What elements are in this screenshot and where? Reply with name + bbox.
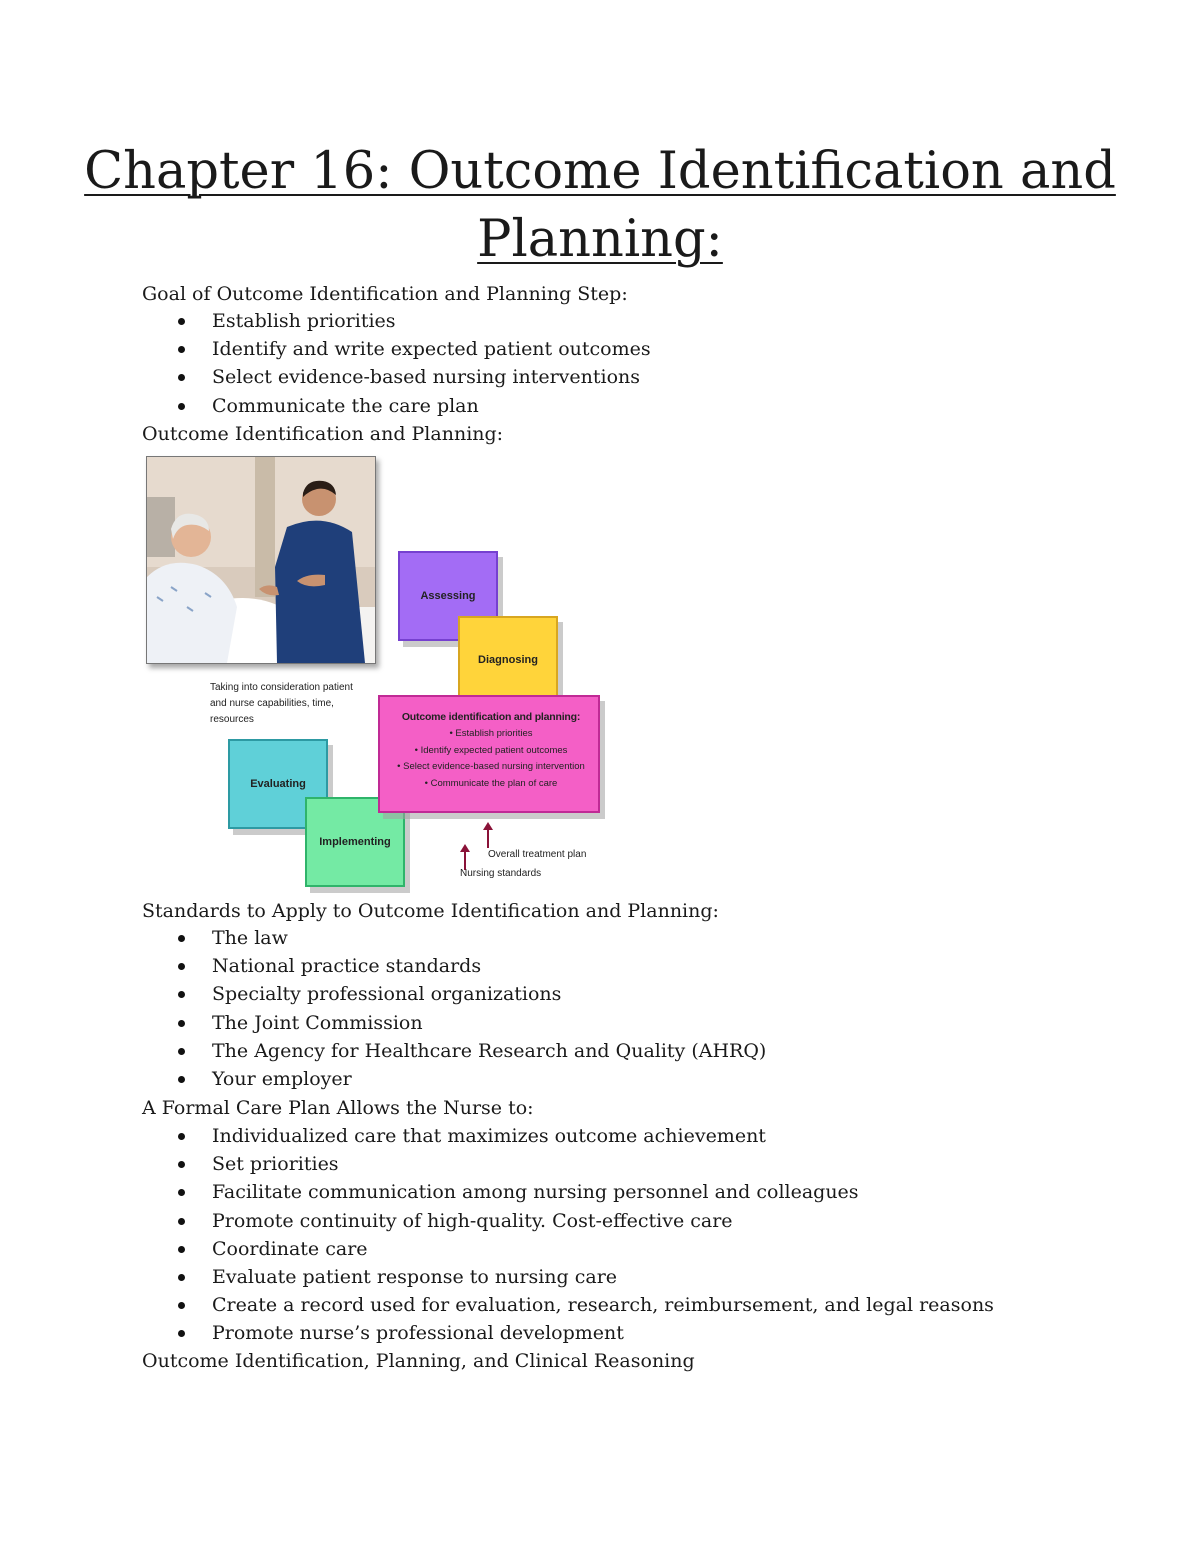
outcome-box-item: • Identify expected patient outcomes	[414, 744, 568, 756]
goal-heading: Goal of Outcome Identification and Planning Step:	[142, 283, 628, 305]
nurse-patient-photo	[146, 456, 376, 664]
list-item: Select evidence-based nursing interventions	[142, 363, 651, 391]
list-item: The law	[142, 924, 766, 952]
list-item: Individualized care that maximizes outcome achievement	[142, 1122, 994, 1150]
list-item: National practice standards	[142, 952, 766, 980]
list-item: Your employer	[142, 1065, 766, 1093]
closing-heading: Outcome Identification, Planning, and Clinical Reasoning	[142, 1350, 695, 1372]
list-item: Set priorities	[142, 1150, 994, 1178]
outcome-planning-box	[378, 695, 600, 813]
list-item: Promote continuity of high-quality. Cost-effective care	[142, 1207, 994, 1235]
diagnosing-box	[458, 616, 558, 704]
title-line-1: Chapter 16: Outcome Identification and	[84, 142, 1116, 201]
arrow-up-icon	[483, 822, 493, 848]
outcome-box-item: • Communicate the plan of care	[424, 777, 558, 789]
nursing-standards-caption: Nursing standards	[460, 868, 542, 879]
nursing-process-figure	[140, 450, 620, 895]
evaluating-label: Evaluating	[250, 778, 306, 790]
list-item: Evaluate patient response to nursing care	[142, 1263, 994, 1291]
list-item: Create a record used for evaluation, research, reimbursement, and legal reasons	[142, 1291, 994, 1319]
standards-heading: Standards to Apply to Outcome Identification and Planning:	[142, 900, 719, 922]
outcome-box-item: • Establish priorities	[449, 728, 533, 739]
implementing-label: Implementing	[319, 836, 391, 848]
title-line-2: Planning:	[477, 210, 723, 269]
list-item: The Agency for Healthcare Research and Quality (AHRQ)	[142, 1037, 766, 1065]
page-title	[0, 138, 1200, 274]
careplan-list	[142, 1122, 994, 1348]
careplan-heading: A Formal Care Plan Allows the Nurse to:	[142, 1097, 534, 1119]
list-item: The Joint Commission	[142, 1009, 766, 1037]
list-item: Identify and write expected patient outcomes	[142, 335, 651, 363]
nurse-patient-illustration	[147, 457, 375, 663]
list-item: Specialty professional organizations	[142, 980, 766, 1008]
list-item: Establish priorities	[142, 307, 651, 335]
list-item: Promote nurse’s professional development	[142, 1319, 994, 1347]
assessing-label: Assessing	[420, 590, 476, 602]
list-item: Communicate the care plan	[142, 392, 651, 420]
figure-heading: Outcome Identification and Planning:	[142, 423, 504, 445]
consideration-caption: Taking into consideration patient and nurse capabilities, time, resources	[210, 682, 353, 725]
outcome-box-item: • Select evidence-based nursing intervention	[397, 761, 585, 772]
outcome-box-title: Outcome identification and planning:	[401, 711, 581, 723]
overall-plan-caption: Overall treatment plan	[488, 849, 587, 860]
list-item: Facilitate communication among nursing personnel and colleagues	[142, 1178, 994, 1206]
list-item: Coordinate care	[142, 1235, 994, 1263]
diagnosing-label: Diagnosing	[478, 654, 538, 666]
goal-list	[142, 307, 651, 420]
standards-list	[142, 924, 766, 1093]
